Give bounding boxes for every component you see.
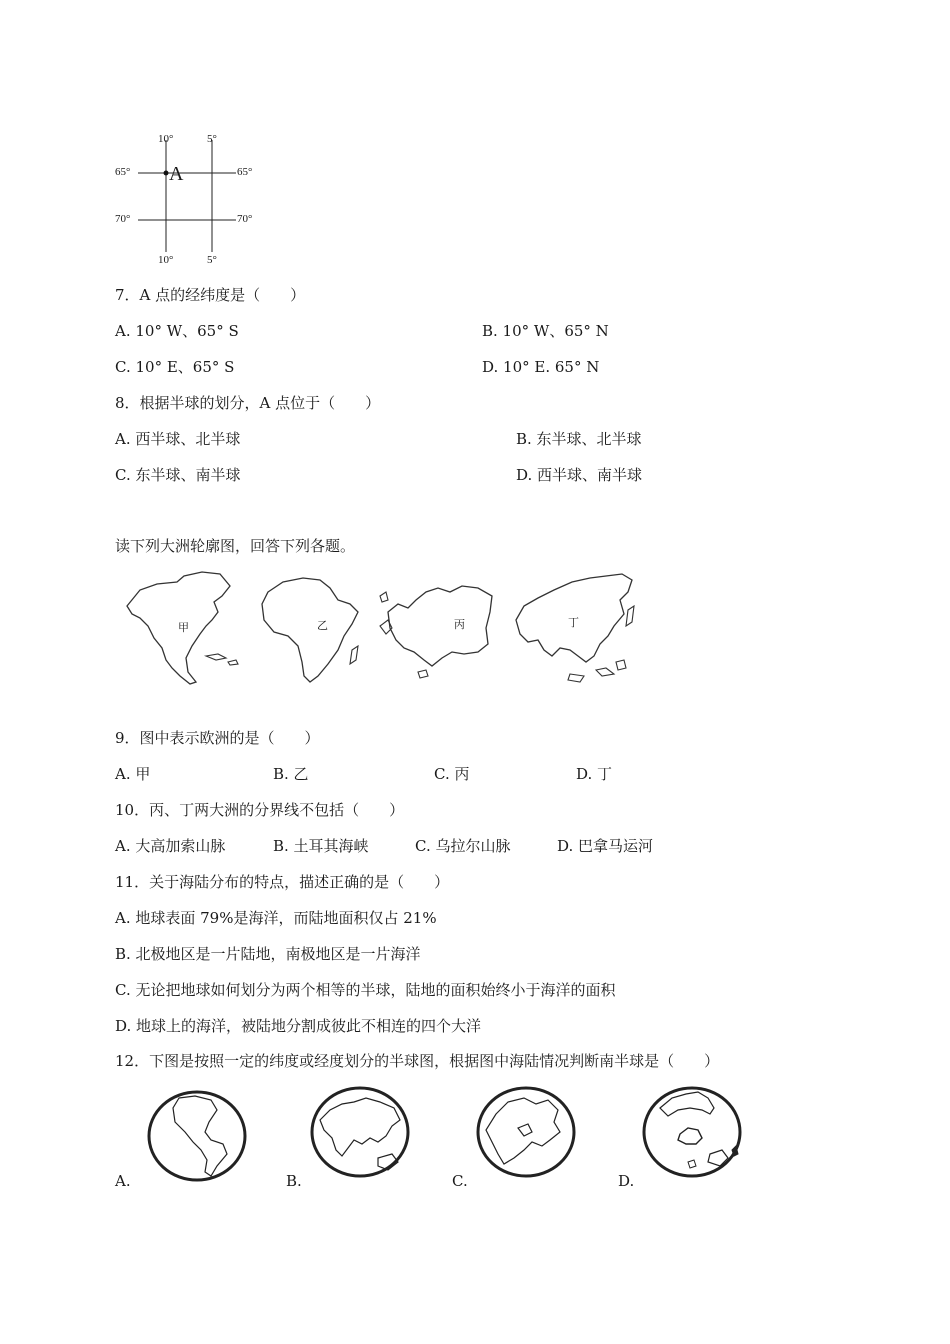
- q9-option-c[interactable]: C. 丙: [434, 765, 470, 783]
- q11-option-b[interactable]: B. 北极地区是一片陆地，南极地区是一片海洋: [115, 945, 421, 963]
- europe-outline: [378, 582, 498, 682]
- q10-option-b[interactable]: B. 土耳其海峡: [273, 837, 369, 855]
- continent-label-jia: 甲: [178, 621, 189, 634]
- q7-option-b[interactable]: B. 10° W、65° N: [482, 322, 609, 340]
- left-label-70: 70°: [115, 213, 131, 225]
- q8-option-c[interactable]: C. 东半球、南半球: [115, 466, 241, 484]
- q10-option-a[interactable]: A. 大高加索山脉: [115, 837, 226, 855]
- continent-label-bing: 丙: [454, 618, 465, 631]
- bottom-label-10: 10°: [158, 254, 174, 266]
- continent-label-ding: 丁: [568, 616, 579, 629]
- right-label-65: 65°: [237, 166, 253, 178]
- q11-option-d[interactable]: D. 地球上的海洋，被陆地分割成彼此不相连的四个大洋: [115, 1017, 482, 1035]
- q11-option-c[interactable]: C. 无论把地球如何划分为两个相等的半球，陆地的面积始终小于海洋的面积: [115, 981, 616, 999]
- hemisphere-globe-a: [145, 1088, 249, 1188]
- bottom-label-5: 5°: [207, 254, 217, 266]
- q8-stem: 8．根据半球的划分，A 点位于（ ）: [115, 394, 381, 412]
- grid-lines: [110, 130, 270, 270]
- africa-outline: [258, 572, 368, 687]
- q9-option-a[interactable]: A. 甲: [115, 765, 151, 783]
- q12-option-c[interactable]: C.: [452, 1172, 468, 1190]
- q12-option-a[interactable]: A.: [115, 1172, 131, 1190]
- top-label-10: 10°: [158, 133, 174, 145]
- q12-option-d[interactable]: D.: [618, 1172, 635, 1190]
- point-a-label: A: [169, 163, 184, 185]
- q10-stem: 10．丙、丁两大洲的分界线不包括（ ）: [115, 801, 405, 819]
- q8-option-b[interactable]: B. 东半球、北半球: [516, 430, 642, 448]
- q7-stem: 7．A 点的经纬度是（ ）: [115, 286, 306, 304]
- hemisphere-globe-d: [640, 1084, 744, 1184]
- top-label-5: 5°: [207, 133, 217, 145]
- q12-option-b[interactable]: B.: [286, 1172, 302, 1190]
- right-label-70: 70°: [237, 213, 253, 225]
- left-label-65: 65°: [115, 166, 131, 178]
- q10-option-c[interactable]: C. 乌拉尔山脉: [415, 837, 511, 855]
- q8-option-a[interactable]: A. 西半球、北半球: [115, 430, 241, 448]
- q9-option-d[interactable]: D. 丁: [576, 765, 613, 783]
- q11-option-a[interactable]: A. 地球表面 79%是海洋，而陆地面积仅占 21%: [115, 909, 437, 927]
- hemisphere-globe-b: [308, 1084, 412, 1184]
- q9-stem: 9．图中表示欧洲的是（ ）: [115, 729, 320, 747]
- q7-option-c[interactable]: C. 10° E、65° S: [115, 358, 235, 376]
- asia-outline: [510, 570, 640, 690]
- point-a-marker: [164, 171, 169, 176]
- continent-label-yi: 乙: [317, 619, 328, 632]
- hemisphere-globe-c: [474, 1084, 578, 1184]
- q11-stem: 11．关于海陆分布的特点，描述正确的是（ ）: [115, 873, 450, 891]
- q7-option-a[interactable]: A. 10° W、65° S: [115, 322, 239, 340]
- q10-option-d[interactable]: D. 巴拿马运河: [557, 837, 654, 855]
- q7-option-d[interactable]: D. 10° E. 65° N: [482, 358, 600, 376]
- q12-stem: 12．下图是按照一定的纬度或经度划分的半球图，根据图中海陆情况判断南半球是（ ）: [115, 1052, 720, 1070]
- continent-section-intro: 读下列大洲轮廓图，回答下列各题。: [115, 537, 356, 555]
- q8-option-d[interactable]: D. 西半球、南半球: [516, 466, 643, 484]
- q9-option-b[interactable]: B. 乙: [273, 765, 309, 783]
